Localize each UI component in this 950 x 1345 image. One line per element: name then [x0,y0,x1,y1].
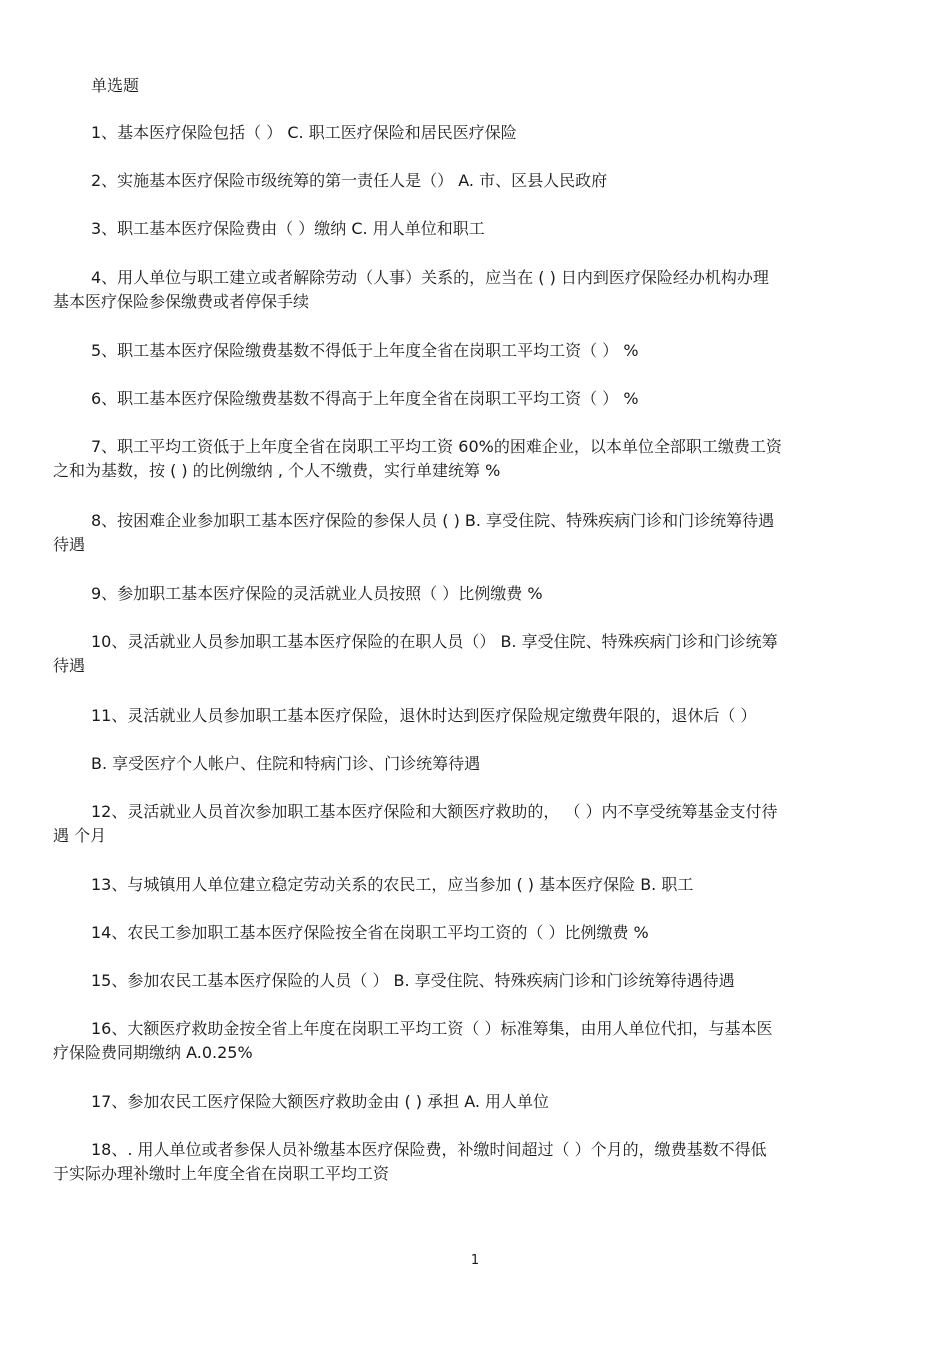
question-text: 8、按困难企业参加职工基本医疗保险的参保人员 ( ) B. 享受住院、特殊疾病门诊和门诊统筹待遇 [91,511,775,530]
section-heading: 单选题 [91,76,140,95]
question-text: 3、职工基本医疗保险费由（ ）缴纳 C. 用人单位和职工 [91,219,485,238]
question-text: 4、用人单位与职工建立或者解除劳动（人事）关系的，应当在 ( ) 日内到医疗保险经办机构办理 [91,268,769,287]
question-text: 5、职工基本医疗保险缴费基数不得低于上年度全省在岗职工平均工资（ ） % [91,341,639,360]
question-1 [53,121,885,145]
question-12 [53,800,885,848]
question-16 [53,1017,885,1065]
question-text-continuation: 待遇 [53,656,86,675]
answer-text: B. 享受医疗个人帐户、住院和特病门诊、门诊统筹待遇 [91,754,481,773]
question-15 [53,969,885,993]
question-3 [53,217,885,241]
question-text: 13、与城镇用人单位建立稳定劳动关系的农民工，应当参加 ( ) 基本医疗保险 B. 职工 [91,875,694,894]
question-text: 6、职工基本医疗保险缴费基数不得高于上年度全省在岗职工平均工资（ ） % [91,389,639,408]
question-7 [53,435,885,483]
question-text-continuation: 基本医疗保险参保缴费或者停保手续 [53,292,310,311]
question-text: 11、灵活就业人员参加职工基本医疗保险，退休时达到医疗保险规定缴费年限的，退休后（ ） [91,706,757,725]
question-2 [53,169,885,193]
question-13 [53,873,885,897]
question-text: 9、参加职工基本医疗保险的灵活就业人员按照（ ）比例缴费 % [91,584,543,603]
question-10 [53,630,885,678]
question-text: 18、. 用人单位或者参保人员补缴基本医疗保险费，补缴时间超过（ ）个月的，缴费基数不得低 [91,1140,767,1159]
question-text-continuation: 疗保险费同期缴纳 A.0.25% [53,1043,253,1062]
question-6 [53,387,885,411]
question-17 [53,1090,885,1114]
question-text: 1、基本医疗保险包括（ ） C. 职工医疗保险和居民医疗保险 [91,123,517,142]
page-number: 1 [470,1253,480,1268]
question-text: 12、灵活就业人员首次参加职工基本医疗保险和大额医疗救助的， （ ）内不享受统筹基金支付待 [91,802,778,821]
question-text-continuation: 待遇 [53,535,86,554]
question-text-continuation: 遇 个月 [53,826,107,845]
question-8 [53,509,885,557]
question-text: 17、参加农民工医疗保险大额医疗救助金由 ( ) 承担 A. 用人单位 [91,1092,550,1111]
question-text: 2、实施基本医疗保险市级统筹的第一责任人是（） A. 市、区县人民政府 [91,171,608,190]
question-5 [53,339,885,363]
question-text-continuation: 于实际办理补缴时上年度全省在岗职工平均工资 [53,1164,390,1183]
question-text: 16、大额医疗救助金按全省上年度在岗职工平均工资（ ）标准筹集，由用人单位代扣，与基本医 [91,1019,773,1038]
question-text: 7、职工平均工资低于上年度全省在岗职工平均工资 60%的困难企业，以本单位全部职工缴费工资 [91,437,782,456]
question-18 [53,1138,885,1186]
question-text-continuation: 之和为基数，按 ( ) 的比例缴纳 , 个人不缴费，实行单建统筹 % [53,461,501,480]
question-14 [53,921,885,945]
question-text: 10、灵活就业人员参加职工基本医疗保险的在职人员（） B. 享受住院、特殊疾病门诊和门诊统筹 [91,632,778,651]
question-text: 15、参加农民工基本医疗保险的人员（ ） B. 享受住院、特殊疾病门诊和门诊统筹待遇待遇 [91,971,735,990]
question-11-answer [53,752,885,776]
question-4 [53,266,885,314]
question-9 [53,582,885,606]
question-text: 14、农民工参加职工基本医疗保险按全省在岗职工平均工资的（ ）比例缴费 % [91,923,649,942]
question-11 [53,704,885,728]
